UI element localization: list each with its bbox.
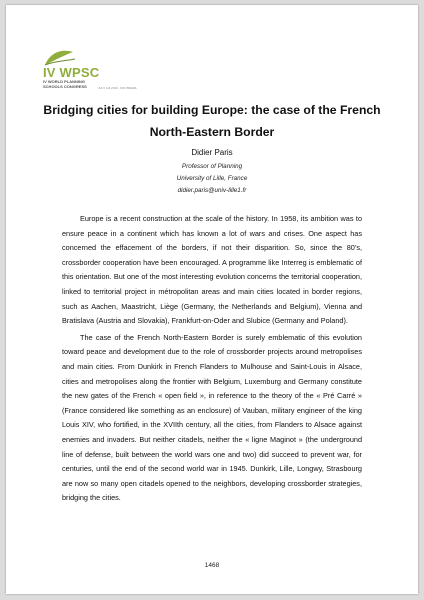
conference-logo [43,49,143,89]
body-text [62,212,362,506]
paragraph: Europe is a recent construction at the scale of the history. In 1958, its ambition was to ensure peace in a continent which has known a lot of wars and crises. One aspect has concerned the effacement of the borders, if not their disparition. So, since the 80’s, crossborder cooperation have been encouraged. A programme like Interreg is emblematic of this orientation. But one of the most interesting evolution concerns the territorial cooperation, linked to territorial project in métropolitan areas and main cities located in border regions, such as Aachen, Maastricht, Liège (Germany, the Netherlands and Belgium), Vienna and Bratislava (Austria and Slovakia), Frankfurt-on-Oder and Slubice (Germany and Poland). [62,214,362,326]
document-page [6,5,418,594]
author-name: Didier Paris [191,148,233,157]
author-email: didier.paris@univ-lille1.fr [177,187,247,194]
paper-title: Bridging cities for building Europe: the case of the French North-Eastern Border [43,103,381,139]
logo-dates: JULY 4-8 2016 · RIO BRAZIL [98,86,138,90]
logo-subtitle: IV WORLD PLANNING SCHOOLS CONGRESS [43,79,87,89]
paragraph: The case of the French North-Eastern Border is surely emblematic of this evolution toward peace and development due to the role of crossborder projects around metropolises and main cities. From Dunkirk in French Flanders to Mulhouse and Saint-Louis in Alsace, cities and metropolises along the frontier with Belgium, Luxemburg and Germany constitute the new gates of the French « open field », in reference to the theory of the « Pré Carré » (France considered like something as an enclosure) of Vauban, military engineer of the king Louis XIV, who fortified, in the XVIIth century, all the cities, from Flanders to Alsace against enemies and invaders. But neither citadels, neither the « ligne Maginot » (the underground line of defense, built between the world wars one and two) did succeed to prevent war, for centuries, until the end of the second world war in 1945. Dunkirk, Lille, Longwy, Strasbourg are now so many open citadels opened to the neighbors, developing crossborder strategies, bridging the cities. [62,332,362,503]
author-position: Professor of Planning [181,163,243,170]
author-institution: University of Lille, France [176,175,248,182]
page-number: 1468 [204,562,220,569]
logo-wordmark: IV WPSC [43,65,100,80]
